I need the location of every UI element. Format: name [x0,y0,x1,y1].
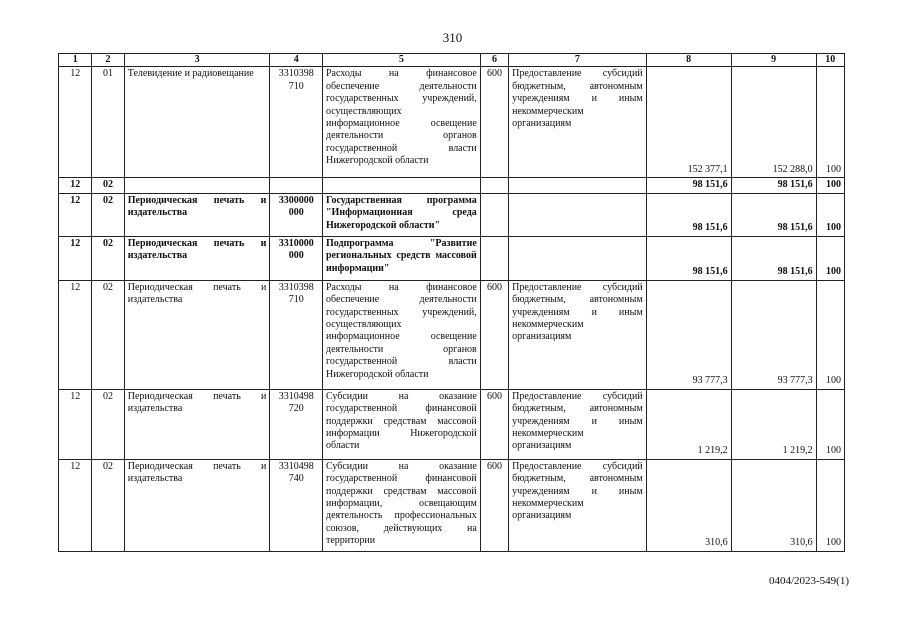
expense-type-name [509,193,647,236]
expense-type-code [480,178,508,193]
executed-amount: 93 777,3 [731,280,816,389]
target-article: 3310398 710 [270,280,323,389]
header-row [59,54,845,67]
col-header-10: 10 [816,54,844,67]
section-code: 12 [59,67,92,178]
planned-amount: 98 151,6 [646,178,731,193]
percent-executed: 100 [816,280,844,389]
expense-type-name: Предоставление субсидий бюджетным, автономным учреждениям и иным некоммерческим организациям [509,280,647,389]
table-row [59,193,845,236]
section-code: 12 [59,236,92,280]
col-header-1: 1 [59,54,92,67]
planned-amount: 98 151,6 [646,193,731,236]
article-name: Государственная программа "Информационная среда Нижегородской области" [322,193,480,236]
planned-amount: 98 151,6 [646,236,731,280]
table-row [59,389,845,459]
expense-type-code: 600 [480,280,508,389]
table-row [59,236,845,280]
expense-type-code: 600 [480,389,508,459]
col-header-7: 7 [509,54,647,67]
page-number: 310 [442,30,463,45]
target-article: 3310498 720 [270,389,323,459]
percent-executed: 100 [816,459,844,551]
subsection-code: 02 [92,280,124,389]
table-row [59,178,845,193]
col-header-3: 3 [124,54,270,67]
executed-amount: 98 151,6 [731,193,816,236]
article-name [322,178,480,193]
subsection-code: 02 [92,459,124,551]
subsection-code: 02 [92,236,124,280]
col-header-5: 5 [322,54,480,67]
target-article: 3310000 000 [270,236,323,280]
subsection-name: Периодическая печать и издательства [124,193,270,236]
article-name: Подпрограмма "Развитие региональных средств массовой информации" [322,236,480,280]
section-code: 12 [59,389,92,459]
target-article: 3300000 000 [270,193,323,236]
col-header-6: 6 [480,54,508,67]
planned-amount: 152 377,1 [646,67,731,178]
planned-amount: 93 777,3 [646,280,731,389]
percent-executed: 100 [816,236,844,280]
target-article: 3310398 710 [270,67,323,178]
percent-executed: 100 [816,178,844,193]
budget-table [58,53,845,552]
target-article: 3310498 740 [270,459,323,551]
subsection-name: Периодическая печать и издательства [124,236,270,280]
planned-amount: 310,6 [646,459,731,551]
table-row [59,459,845,551]
expense-type-code [480,236,508,280]
section-code: 12 [59,459,92,551]
executed-amount: 1 219,2 [731,389,816,459]
expense-type-name [509,236,647,280]
table-row [59,67,845,178]
subsection-code: 01 [92,67,124,178]
subsection-code: 02 [92,193,124,236]
subsection-code: 02 [92,178,124,193]
article-name: Субсидии на оказание государственной финансовой поддержки средствам массовой информации, освещающим деятельность профессиональных союзов, действующих на территории [322,459,480,551]
subsection-name [124,178,270,193]
expense-type-name: Предоставление субсидий бюджетным, автономным учреждениям и иным некоммерческим организациям [509,67,647,178]
executed-amount: 152 288,0 [731,67,816,178]
planned-amount: 1 219,2 [646,389,731,459]
expense-type-code: 600 [480,67,508,178]
col-header-8: 8 [646,54,731,67]
section-code: 12 [59,280,92,389]
section-code: 12 [59,178,92,193]
col-header-2: 2 [92,54,124,67]
col-header-9: 9 [731,54,816,67]
expense-type-code: 600 [480,459,508,551]
section-code: 12 [59,193,92,236]
expense-type-name: Предоставление субсидий бюджетным, автономным учреждениям и иным некоммерческим организациям [509,459,647,551]
article-name: Расходы на финансовое обеспечение деятельности государственных учреждений, осуществляющих информационное освещение деятельности органов государственной власти Нижегородской области [322,67,480,178]
document-code: 0404/2023-549(1) [768,575,849,587]
target-article [270,178,323,193]
percent-executed: 100 [816,67,844,178]
subsection-name: Периодическая печать и издательства [124,389,270,459]
article-name: Субсидии на оказание государственной финансовой поддержки средствам массовой информации Нижегородской области [322,389,480,459]
executed-amount: 98 151,6 [731,236,816,280]
executed-amount: 98 151,6 [731,178,816,193]
col-header-4: 4 [270,54,323,67]
expense-type-name: Предоставление субсидий бюджетным, автономным учреждениям и иным некоммерческим организациям [509,389,647,459]
subsection-name: Периодическая печать и издательства [124,459,270,551]
executed-amount: 310,6 [731,459,816,551]
expense-type-name [509,178,647,193]
article-name: Расходы на финансовое обеспечение деятельности государственных учреждений, осуществляющих информационное освещение деятельности органов государственной власти Нижегородской области [322,280,480,389]
subsection-name: Периодическая печать и издательства [124,280,270,389]
subsection-code: 02 [92,389,124,459]
percent-executed: 100 [816,193,844,236]
table-row [59,280,845,389]
subsection-name: Телевидение и радиовещание [124,67,270,178]
expense-type-code [480,193,508,236]
percent-executed: 100 [816,389,844,459]
